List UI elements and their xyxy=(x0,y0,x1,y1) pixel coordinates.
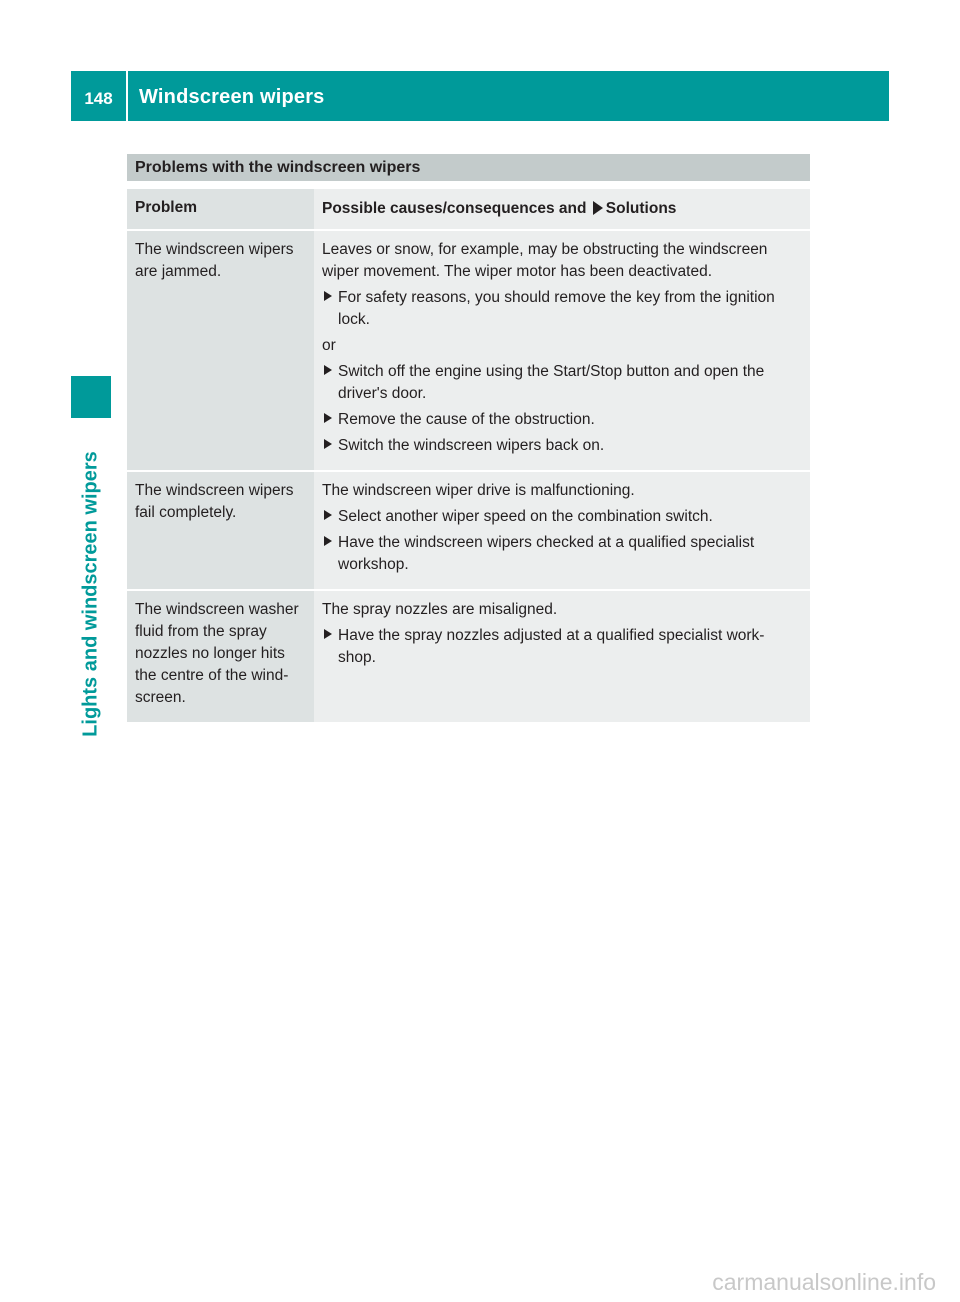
page-number: 148 xyxy=(84,89,113,108)
step-arrow-icon xyxy=(324,510,332,520)
step-text: Select another wiper speed on the combination switch. xyxy=(338,508,713,525)
problem-cell: The windscreen wipers fail completely. xyxy=(127,471,314,590)
step-arrow-icon xyxy=(324,629,332,639)
step-text: Have the spray nozzles adjusted at a qualified specialist work-shop. xyxy=(338,627,765,666)
chapter-label: Lights and windscreen wipers xyxy=(79,451,102,737)
table-row xyxy=(127,471,810,590)
step-text: Switch the windscreen wipers back on. xyxy=(338,437,605,454)
column-header-problem: Problem xyxy=(127,189,314,230)
header-divider xyxy=(126,71,128,121)
step-text: For safety reasons, you should remove the key from the ignition lock. xyxy=(338,289,775,328)
column-header-solutions-label: Possible causes/consequences and xyxy=(322,200,587,217)
section-title: Problems with the windscreen wipers xyxy=(127,154,810,181)
solution-step xyxy=(322,409,802,431)
or-text: or xyxy=(322,337,336,354)
solution-step xyxy=(322,532,802,576)
solution-step xyxy=(322,287,802,331)
table-row xyxy=(127,590,810,722)
page-header xyxy=(71,71,889,121)
solution-step xyxy=(322,625,802,669)
step-text: Remove the cause of the obstruction. xyxy=(338,411,595,428)
problems-table xyxy=(127,189,810,722)
problem-cell: The windscreen washer fluid from the spray nozzles no longer hits the centre of the wind-screen. xyxy=(127,590,314,722)
cause-text: The windscreen wiper drive is malfunctioning. xyxy=(322,482,635,499)
step-arrow-icon xyxy=(324,413,332,423)
solution-step xyxy=(322,361,802,405)
table-header-row xyxy=(127,189,810,230)
step-arrow-icon xyxy=(324,291,332,301)
page-title: Windscreen wipers xyxy=(139,85,325,108)
chapter-tab xyxy=(71,376,111,418)
table-row xyxy=(127,230,810,471)
cause-text: The spray nozzles are misaligned. xyxy=(322,601,558,618)
solution-step xyxy=(322,506,802,528)
step-arrow-icon xyxy=(324,365,332,375)
solution-arrow-icon xyxy=(593,201,603,215)
cause-text: Leaves or snow, for example, may be obstructing the windscreen wiper movement. The wiper motor has been deactivated. xyxy=(322,241,768,280)
column-header-solutions-suffix: Solutions xyxy=(605,200,677,217)
step-arrow-icon xyxy=(324,536,332,546)
column-header-solutions xyxy=(314,189,810,230)
watermark: carmanualsonline.info xyxy=(712,1269,936,1295)
solution-cell xyxy=(314,590,810,722)
step-text: Switch off the engine using the Start/Stop button and open the driver's door. xyxy=(338,363,765,402)
step-text: Have the windscreen wipers checked at a qualified specialist workshop. xyxy=(338,534,755,573)
solution-cell xyxy=(314,471,810,590)
problem-cell: The windscreen wipers are jammed. xyxy=(127,230,314,471)
solution-cell xyxy=(314,230,810,471)
step-arrow-icon xyxy=(324,439,332,449)
solution-step xyxy=(322,435,802,457)
